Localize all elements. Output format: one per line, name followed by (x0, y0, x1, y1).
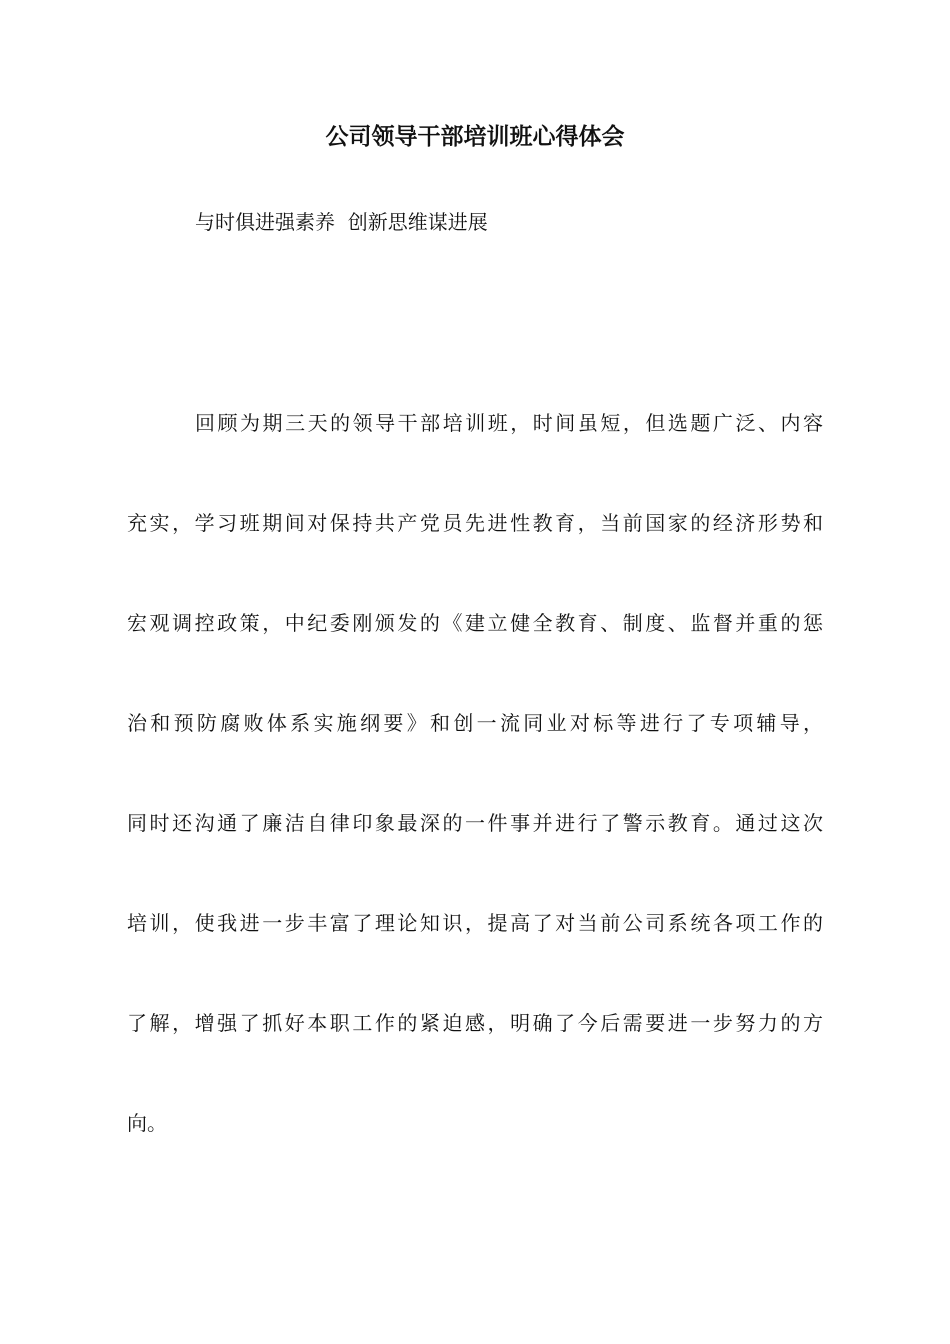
paragraph-line: 了解，增强了抓好本职工作的紧迫感，明确了今后需要进一步努力的方 (127, 1011, 823, 1035)
document-title: 公司领导干部培训班心得体会 (325, 124, 625, 150)
body-paragraph (127, 403, 823, 1203)
paragraph-line: 宏观调控政策，中纪委刚颁发的《建立健全教育、制度、监督并重的惩 (127, 611, 823, 635)
document-subtitle: 与时俱进强素养 创新思维谋进展 (195, 210, 488, 234)
paragraph-line: 回顾为期三天的领导干部培训班，时间虽短，但选题广泛、内容 (195, 411, 823, 435)
paragraph-line: 同时还沟通了廉洁自律印象最深的一件事并进行了警示教育。通过这次 (127, 811, 823, 835)
paragraph-line: 培训，使我进一步丰富了理论知识，提高了对当前公司系统各项工作的 (127, 911, 823, 935)
paragraph-line: 向。 (127, 1111, 167, 1135)
paragraph-line: 充实，学习班期间对保持共产党员先进性教育，当前国家的经济形势和 (127, 511, 823, 535)
paragraph-line: 治和预防腐败体系实施纲要》和创一流同业对标等进行了专项辅导， (127, 711, 823, 735)
